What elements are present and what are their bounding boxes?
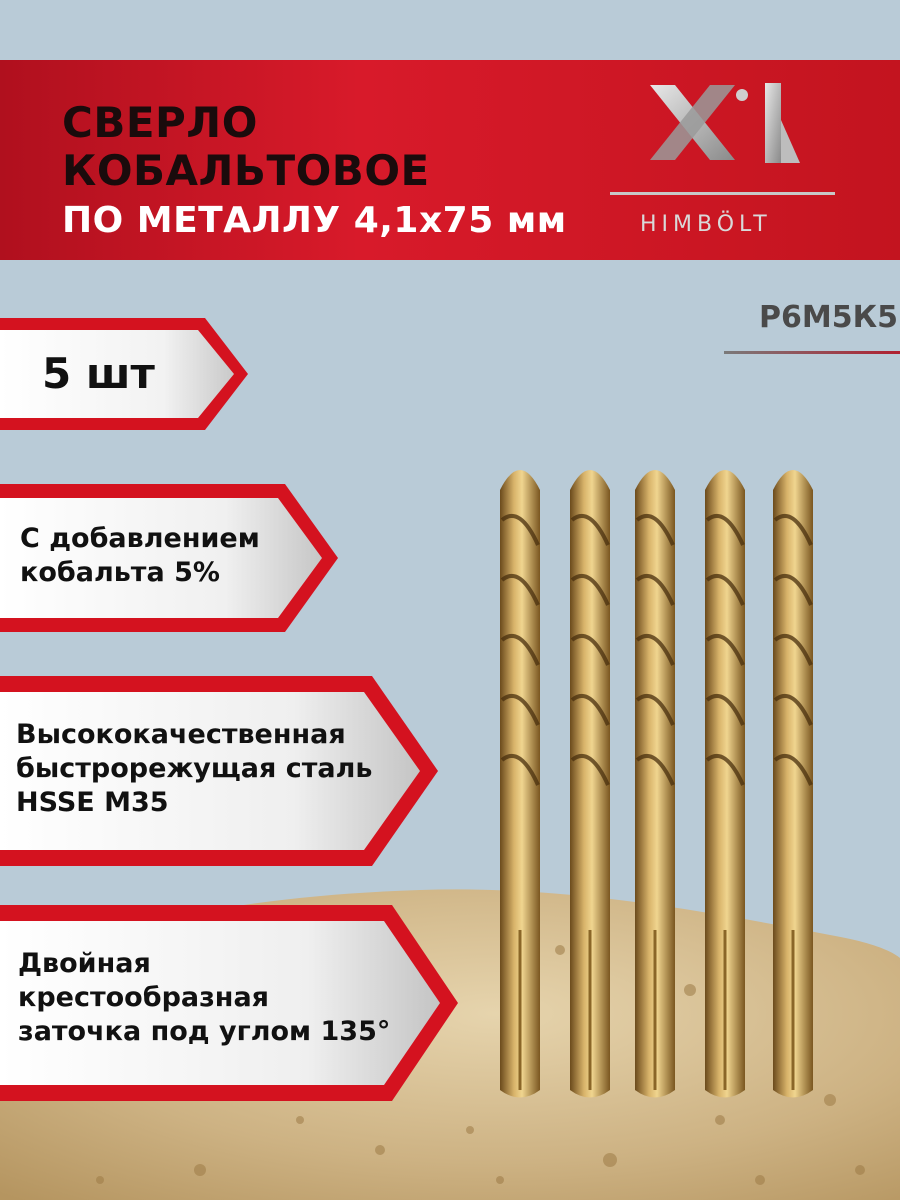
- product-title-line-1: СВЕРЛО: [62, 98, 258, 147]
- feature-text-cobalt: [20, 522, 260, 590]
- feature-line: HSSE M35: [16, 786, 169, 818]
- feature-badge-steel: [0, 676, 440, 866]
- drill-bit-5: [773, 470, 813, 1098]
- product-subtitle: ПО МЕТАЛЛУ 4,1х75 мм: [62, 200, 567, 241]
- feature-badge-sharpening: [0, 905, 460, 1101]
- drill-bit-2: [570, 470, 610, 1098]
- feature-line: Высококачественная: [16, 719, 346, 750]
- steel-grade-badge: [724, 300, 900, 354]
- drill-bit-4: [705, 470, 745, 1098]
- feature-line: крестообразная: [18, 981, 270, 1013]
- feature-text-steel: [16, 718, 372, 819]
- feature-badge-cobalt: [0, 484, 340, 632]
- product-title-line-2: КОБАЛЬТОВОЕ: [62, 146, 430, 195]
- quantity-text: 5 шт: [42, 349, 155, 398]
- feature-line: заточка под углом 135°: [18, 1015, 391, 1047]
- divider: [724, 351, 900, 354]
- brand-name: HIMBÖLT: [640, 212, 772, 237]
- steel-grade-text: Р6М5К5: [759, 300, 898, 335]
- drill-bit-3: [635, 470, 675, 1098]
- feature-line: С добавлением: [20, 523, 260, 554]
- feature-line: кобальта 5%: [20, 556, 220, 588]
- drill-bit-1: [500, 470, 540, 1098]
- feature-line: быстрорежущая сталь: [16, 752, 373, 784]
- quantity-badge: [0, 318, 250, 430]
- feature-line: Двойная: [18, 948, 151, 979]
- drill-bits-illustration: [480, 450, 820, 1110]
- feature-text-sharpening: [18, 947, 390, 1048]
